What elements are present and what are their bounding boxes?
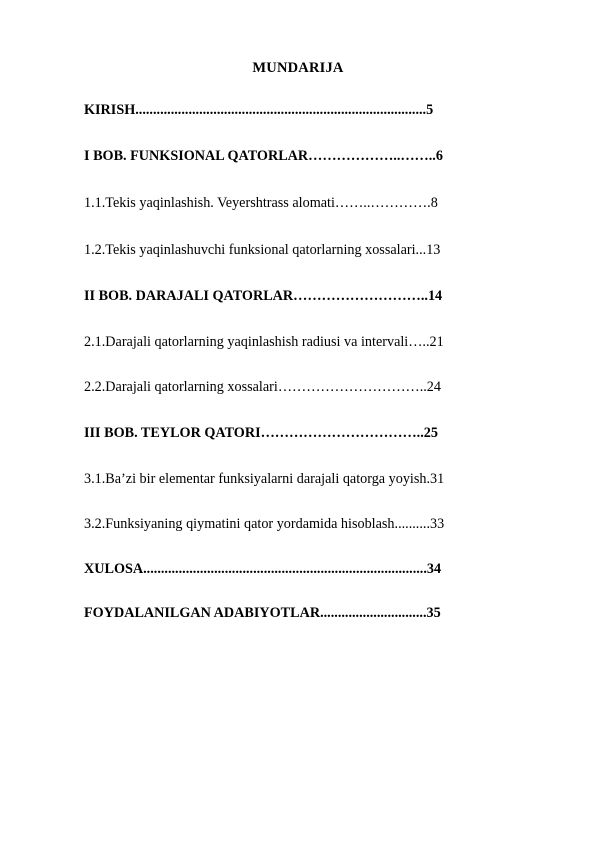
toc-entry-adabiyotlar: FOYDALANILGAN ADABIYOTLAR..............................35: [84, 605, 441, 621]
toc-entry-section-2-1: 2.1.Darajali qatorlarning yaqinlashish radiusi va intervali…..21: [84, 334, 444, 350]
toc-entry-chapter-1: I BOB. FUNKSIONAL QATORLAR………………..……..6: [84, 148, 443, 164]
page-title: MUNDARIJA: [252, 60, 344, 76]
toc-entry-section-1-1: 1.1.Tekis yaqinlashish. Veyershtrass alomati……..………….8: [84, 195, 438, 211]
toc-entry-kirish: KIRISH..................................................................................5: [84, 102, 434, 118]
toc-entry-xulosa: XULOSA................................................................................34: [84, 561, 442, 577]
toc-entry-chapter-2: II BOB. DARAJALI QATORLAR………………………..14: [84, 288, 443, 304]
toc-entry-section-3-1: 3.1.Ba’zi bir elementar funksiyalarni darajali qatorga yoyish.31: [84, 471, 445, 487]
toc-entry-section-3-2: 3.2.Funksiyaning qiymatini qator yordamida hisoblash..........33: [84, 516, 445, 532]
toc-entry-section-1-2: 1.2.Tekis yaqinlashuvchi funksional qatorlarning xossalari...13: [84, 242, 441, 258]
toc-entry-chapter-3: III BOB. TEYLOR QATORI……………………………..25: [84, 425, 438, 441]
toc-entry-section-2-2: 2.2.Darajali qatorlarning xossalari…………………………..24: [84, 379, 441, 395]
